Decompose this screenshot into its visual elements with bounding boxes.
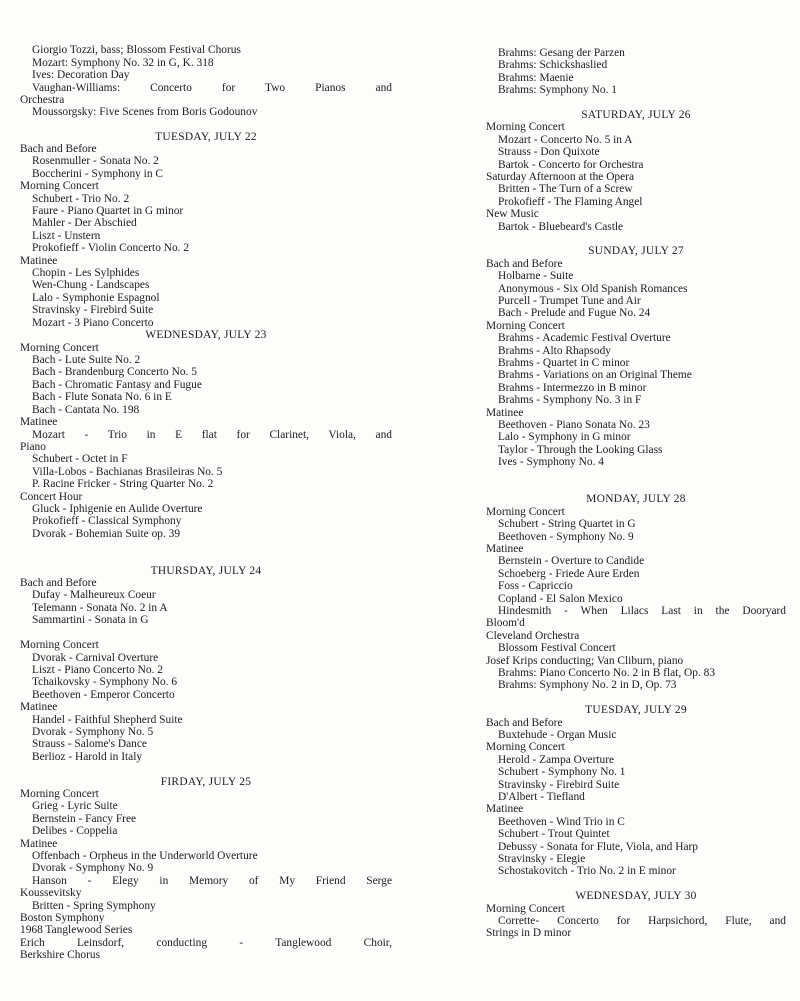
- program-piece: Mozart: Symphony No. 32 in G, K. 318: [32, 57, 214, 69]
- day-heading: SUNDAY, JULY 27: [588, 245, 684, 257]
- program-piece: Debussy - Sonata for Flute, Viola, and Harp: [498, 841, 698, 853]
- program-category: Morning Concert: [20, 639, 99, 651]
- program-piece: Wen-Chung - Landscapes: [32, 279, 150, 291]
- program-category: Matinee: [486, 543, 524, 555]
- program-category: Matinee: [20, 838, 58, 850]
- program-piece: Holbarne - Suite: [498, 270, 574, 282]
- day-heading: MONDAY, JULY 28: [586, 493, 686, 505]
- day-heading: FIRDAY, JULY 25: [160, 776, 252, 788]
- program-category: Erich Leinsdorf, conducting - Tanglewood Choir,: [20, 937, 392, 949]
- day-heading: TUESDAY, JULY 29: [585, 704, 687, 716]
- program-piece: Britten - Spring Symphony: [32, 900, 156, 912]
- program-piece: Anonymous - Six Old Spanish Romances: [498, 283, 688, 295]
- program-piece: Stravinsky - Firebird Suite: [32, 304, 154, 316]
- program-piece: Bernstein - Fancy Free: [32, 813, 137, 825]
- program-category: Piano: [20, 441, 46, 453]
- program-piece: Handel - Faithful Shepherd Suite: [32, 714, 183, 726]
- program-piece: Bach - Prelude and Fugue No. 24: [498, 307, 651, 319]
- program-piece: Bach - Chromatic Fantasy and Fugue: [32, 379, 202, 391]
- program-piece: D'Albert - Tiefland: [498, 791, 585, 803]
- program-piece: Dvorak - Symphony No. 5: [32, 726, 154, 738]
- program-category: New Music: [486, 208, 539, 220]
- day-heading: WEDNESDAY, JULY 23: [145, 329, 267, 341]
- program-piece: Purcell - Trumpet Tune and Air: [498, 295, 641, 307]
- program-piece: Moussorgsky: Five Scenes from Boris Godounov: [32, 106, 258, 118]
- program-piece: Bernstein - Overture to Candide: [498, 555, 645, 567]
- program-category: Morning Concert: [20, 342, 99, 354]
- program-category: Matinee: [20, 416, 58, 428]
- program-category: Morning Concert: [20, 788, 99, 800]
- program-piece: Blossom Festival Concert: [498, 642, 616, 654]
- program-category: Matinee: [20, 701, 58, 713]
- program-piece: Grieg - Lyric Suite: [32, 800, 118, 812]
- program-piece: Beethoven - Symphony No. 9: [498, 531, 634, 543]
- program-piece: Taylor - Through the Looking Glass: [498, 444, 663, 456]
- program-piece: Dufay - Malheureux Coeur: [32, 589, 156, 601]
- program-piece: Vaughan-Williams: Concerto for Two Pianos and: [32, 82, 392, 94]
- program-piece: Brahms - Intermezzo in B minor: [498, 382, 647, 394]
- program-piece: Schubert - String Quartet in G: [498, 518, 636, 530]
- program-piece: Mozart - Trio in E flat for Clarinet, Viola, and: [32, 429, 392, 441]
- program-piece: Lalo - Symphony in G minor: [498, 431, 631, 443]
- program-piece: Stravinsky - Firebird Suite: [498, 779, 620, 791]
- program-piece: Boccherini - Symphony in C: [32, 168, 163, 180]
- program-category: 1968 Tanglewood Series: [20, 924, 133, 936]
- program-piece: Dvorak - Symphony No. 9: [32, 862, 154, 874]
- program-piece: Mozart - 3 Piano Concerto: [32, 317, 154, 329]
- day-heading: TUESDAY, JULY 22: [155, 131, 257, 143]
- program-piece: Bach - Brandenburg Concerto No. 5: [32, 366, 197, 378]
- program-piece: Schoeberg - Friede Aure Erden: [498, 568, 640, 580]
- program-piece: Bach - Flute Sonata No. 6 in E: [32, 391, 172, 403]
- program-piece: Brahms - Academic Festival Overture: [498, 332, 671, 344]
- program-piece: Mahler - Der Abschied: [32, 217, 137, 229]
- program-piece: Offenbach - Orpheus in the Underworld Overture: [32, 850, 258, 862]
- program-piece: Brahms: Piano Concerto No. 2 in B flat, Op. 83: [498, 667, 716, 679]
- program-piece: Tchaikovsky - Symphony No. 6: [32, 676, 178, 688]
- program-category: Bach and Before: [486, 717, 563, 729]
- program-piece: Brahms: Symphony No. 1: [498, 84, 617, 96]
- program-piece: Brahms - Symphony No. 3 in F: [498, 394, 642, 406]
- program-piece: Brahms - Alto Rhapsody: [498, 345, 611, 357]
- program-category: Morning Concert: [486, 903, 565, 915]
- program-category: Saturday Afternoon at the Opera: [486, 171, 635, 183]
- program-piece: Strauss - Don Quixote: [498, 146, 600, 158]
- program-piece: Brahms: Symphony No. 2 in D, Op. 73: [498, 679, 677, 691]
- program-category: Bach and Before: [20, 577, 97, 589]
- program-category: Matinee: [486, 803, 524, 815]
- program-piece: Telemann - Sonata No. 2 in A: [32, 602, 168, 614]
- day-heading: SATURDAY, JULY 26: [581, 109, 691, 121]
- program-piece: Prokofieff - The Flaming Angel: [498, 196, 643, 208]
- program-piece: Faure - Piano Quartet in G minor: [32, 205, 184, 217]
- program-category: Bach and Before: [486, 258, 563, 270]
- program-piece: Mozart - Concerto No. 5 in A: [498, 134, 633, 146]
- program-piece: Prokofieff - Classical Symphony: [32, 515, 182, 527]
- program-piece: Beethoven - Emperor Concerto: [32, 689, 175, 701]
- program-piece: Dvorak - Carnival Overture: [32, 652, 159, 664]
- program-category: Bach and Before: [20, 143, 97, 155]
- program-piece: Ives: Decoration Day: [32, 69, 130, 81]
- program-category: Koussevitsky: [20, 887, 82, 899]
- program-category: Morning Concert: [20, 180, 99, 192]
- program-category: Strings in D minor: [486, 927, 572, 939]
- day-heading: WEDNESDAY, JULY 30: [575, 890, 697, 902]
- program-piece: Copland - El Salon Mexico: [498, 593, 623, 605]
- program-piece: Foss - Capriccio: [498, 580, 573, 592]
- program-piece: Delibes - Coppelia: [32, 825, 118, 837]
- program-category: Josef Krips conducting; Van Cliburn, piano: [486, 655, 684, 667]
- program-category: Matinee: [20, 255, 58, 267]
- program-category: Morning Concert: [486, 121, 565, 133]
- program-piece: Giorgio Tozzi, bass; Blossom Festival Chorus: [32, 44, 241, 56]
- program-piece: Beethoven - Wind Trio in C: [498, 816, 625, 828]
- program-piece: Ives - Symphony No. 4: [498, 456, 604, 468]
- program-piece: P. Racine Fricker - String Quarter No. 2: [32, 478, 214, 490]
- program-piece: Hindesmith - When Lilacs Last in the Dooryard: [498, 605, 786, 617]
- program-piece: Brahms - Quartet in C minor: [498, 357, 630, 369]
- program-piece: Schostakovitch - Trio No. 2 in E minor: [498, 865, 676, 877]
- program-piece: Liszt - Piano Concerto No. 2: [32, 664, 163, 676]
- program-piece: Berlioz - Harold in Italy: [32, 751, 143, 763]
- program-piece: Villa-Lobos - Bachianas Brasileiras No. 5: [32, 466, 223, 478]
- program-piece: Beethoven - Piano Sonata No. 23: [498, 419, 650, 431]
- program-category: Berkshire Chorus: [20, 949, 101, 961]
- program-piece: Stravinsky - Elegie: [498, 853, 586, 865]
- program-piece: Gluck - Iphigenie en Aulide Overture: [32, 503, 203, 515]
- program-piece: Brahms - Variations on an Original Theme: [498, 369, 692, 381]
- program-piece: Brahms: Schickshaslied: [498, 59, 608, 71]
- program-category: Boston Symphony: [20, 912, 105, 924]
- program-category: Morning Concert: [486, 320, 565, 332]
- program-category: Cleveland Orchestra: [486, 630, 580, 642]
- program-category: Morning Concert: [486, 506, 565, 518]
- program-category: Orchestra: [20, 94, 65, 106]
- program-piece: Schubert - Trout Quintet: [498, 828, 610, 840]
- program-piece: Bartok - Bluebeard's Castle: [498, 221, 624, 233]
- program-category: Bloom'd: [486, 617, 525, 629]
- program-piece: Buxtehude - Organ Music: [498, 729, 617, 741]
- program-piece: Strauss - Salome's Dance: [32, 738, 147, 750]
- program-piece: Hanson - Elegy in Memory of My Friend Serge: [32, 875, 392, 887]
- program-piece: Schubert - Trio No. 2: [32, 193, 130, 205]
- program-piece: Brahms: Maenie: [498, 72, 574, 84]
- program-piece: Dvorak - Bohemian Suite op. 39: [32, 528, 181, 540]
- program-piece: Schubert - Octet in F: [32, 453, 128, 465]
- program-category: Matinee: [486, 407, 524, 419]
- program-category: Concert Hour: [20, 491, 83, 503]
- program-piece: Brahms: Gesang der Parzen: [498, 47, 625, 59]
- program-piece: Corrette- Concerto for Harpsichord, Flute, and: [498, 915, 786, 927]
- program-piece: Sammartini - Sonata in G: [32, 614, 149, 626]
- program-piece: Britten - The Turn of a Screw: [498, 183, 633, 195]
- program-piece: Liszt - Unstern: [32, 230, 101, 242]
- day-heading: THURSDAY, JULY 24: [150, 565, 262, 577]
- program-piece: Lalo - Symphonie Espagnol: [32, 292, 160, 304]
- program-piece: Bach - Cantata No. 198: [32, 404, 140, 416]
- program-piece: Schubert - Symphony No. 1: [498, 766, 626, 778]
- program-piece: Bach - Lute Suite No. 2: [32, 354, 141, 366]
- program-piece: Rosenmuller - Sonata No. 2: [32, 155, 159, 167]
- program-category: Morning Concert: [486, 741, 565, 753]
- program-piece: Herold - Zampa Overture: [498, 754, 615, 766]
- program-piece: Chopin - Les Sylphides: [32, 267, 140, 279]
- program-piece: Bartok - Concerto for Orchestra: [498, 159, 644, 171]
- program-piece: Prokofieff - Violin Concerto No. 2: [32, 242, 190, 254]
